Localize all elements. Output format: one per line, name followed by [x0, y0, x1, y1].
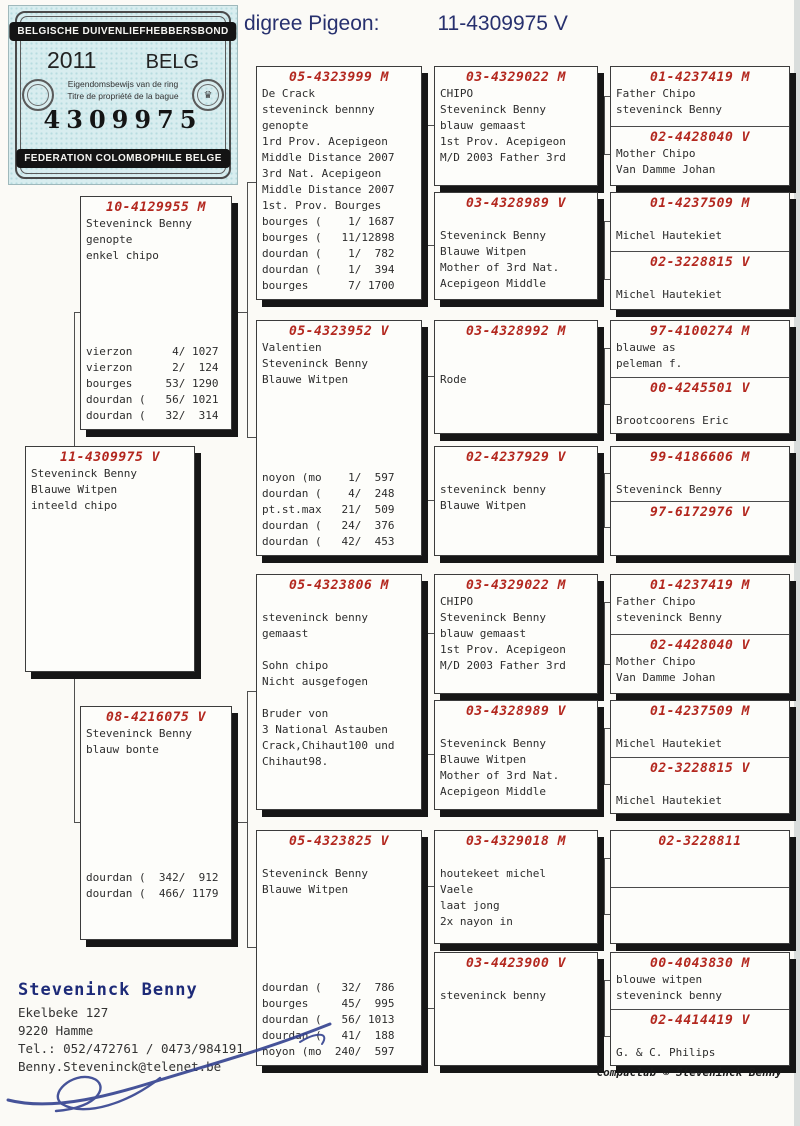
- text-line: [611, 397, 789, 413]
- box-info: [81, 726, 231, 758]
- subject-ring-number: 11-4309975 V: [437, 12, 568, 35]
- pedigree-box-gg-grandparents: [610, 830, 790, 944]
- text-line: bourges 53/ 1290: [86, 377, 219, 390]
- stamp-year-row: [47, 47, 199, 74]
- ring-number: 99-4186606 M: [650, 450, 750, 465]
- pedigree-connector-line: [604, 728, 605, 784]
- text-line: 2x nayon in: [440, 915, 513, 928]
- pedigree-connector-line: [427, 886, 434, 887]
- text-line: Father Chipo: [616, 87, 696, 100]
- box-info: [435, 972, 597, 1004]
- ring-number: 01-4237419 M: [650, 578, 750, 593]
- text-line: Vaele: [440, 883, 474, 896]
- text-line: Sohn chipo: [262, 659, 329, 672]
- text-line: [611, 1029, 789, 1045]
- text-line: M/D 2003 Father 3rd: [440, 151, 566, 164]
- text-line: dourdan ( 466/ 1179: [86, 887, 219, 900]
- text-line: Middle Distance 2007: [262, 151, 395, 164]
- text-line: Blauwe Witpen: [440, 499, 527, 512]
- text-line: genopte: [262, 119, 309, 132]
- ring-number: 03-4328992 M: [466, 324, 566, 339]
- stamp-ownership-line-fr: Titre de propriété de la bague: [67, 91, 179, 101]
- box-info: [257, 594, 421, 770]
- box-info: [611, 654, 789, 686]
- pedigree-connector-line: [604, 858, 605, 914]
- pedigree-connector-line: [427, 754, 434, 755]
- text-line: dourdan ( 56/ 1021: [86, 393, 219, 406]
- text-line: Acepigeon Middle: [440, 277, 546, 290]
- ring-number: 02-4428040 V: [650, 129, 750, 145]
- text-line: [257, 642, 421, 658]
- box-info: [611, 972, 789, 1004]
- text-line: Blauwe Witpen: [440, 245, 527, 258]
- text-line: blauw bonte: [86, 743, 159, 756]
- text-line: Steveninck Benny: [616, 483, 722, 496]
- text-line: [257, 690, 421, 706]
- pedigree-box-subject: [25, 446, 195, 672]
- box-info: [611, 777, 789, 809]
- box-results: [81, 870, 231, 934]
- text-line: enkel chipo: [86, 249, 159, 262]
- text-line: Michel Hautekiet: [616, 793, 722, 807]
- text-line: Valentien: [262, 341, 322, 354]
- text-line: Acepigeon Middle: [440, 785, 546, 798]
- text-line: Mother Chipo: [616, 654, 696, 668]
- text-line: Chihaut98.: [262, 755, 329, 768]
- pedigree-connector-line: [427, 376, 428, 500]
- pedigree-box-gg-grandparents: [610, 192, 790, 310]
- pedigree-box-gg-grandparents: [610, 952, 790, 1066]
- ring-number: 00-4043830 M: [650, 956, 750, 971]
- ring-number: 03-4329022 M: [466, 70, 566, 85]
- pedigree-box-great-grandparent: [434, 320, 598, 434]
- box-section: [611, 575, 789, 634]
- pedigree-box-father: [80, 196, 232, 430]
- text-line: [611, 777, 789, 793]
- text-line: De Crack: [262, 87, 315, 100]
- text-line: Steveninck Benny: [440, 229, 546, 242]
- text-line: laat jong: [440, 899, 500, 912]
- pedigree-connector-line: [427, 125, 428, 245]
- text-line: blauw gemaast: [440, 119, 527, 132]
- text-line: 1st Prov. Acepigeon: [440, 135, 566, 148]
- box-section: [611, 953, 789, 1009]
- pedigree-connector-line: [604, 602, 605, 664]
- pedigree-connector-line: [230, 822, 247, 823]
- stamp-year: 2011: [47, 47, 97, 73]
- pedigree-box-gg-grandparents: [610, 320, 790, 434]
- text-line: [611, 720, 789, 736]
- box-section: [611, 447, 789, 501]
- pedigree-connector-line: [230, 312, 247, 313]
- stamp-ring-number: 4309975: [43, 105, 203, 134]
- box-section: [611, 701, 789, 757]
- ring-number: 97-6172976 V: [650, 504, 750, 520]
- text-line: Blauwe Witpen: [31, 483, 118, 496]
- stamp-ownership-line-nl: Eigendomsbewijs van de ring: [67, 79, 179, 89]
- pedigree-box-great-grandparent: [434, 192, 598, 300]
- box-info: [435, 86, 597, 166]
- box-section: [611, 887, 789, 944]
- box-info: [435, 212, 597, 292]
- box-info: [611, 466, 789, 498]
- box-results: [257, 214, 421, 294]
- box-section: [611, 831, 789, 887]
- text-line: bourges ( 11/12898: [262, 231, 395, 244]
- box-info: [435, 594, 597, 674]
- text-line: bourges ( 1/ 1687: [262, 215, 395, 228]
- box-info: [26, 466, 194, 514]
- box-section: [611, 126, 789, 186]
- text-line: steveninck Benny: [616, 103, 722, 116]
- stamp-top-banner: BELGISCHE DUIVENLIEFHEBBERSBOND: [9, 22, 236, 41]
- belgian-federation-stamp: [8, 5, 238, 185]
- pedigree-connector-line: [427, 633, 434, 634]
- pedigree-connector-line: [427, 245, 434, 246]
- ring-number: 02-4414419 V: [650, 1012, 750, 1028]
- ring-number: 02-3228811: [658, 834, 742, 849]
- text-line: Bruder von: [262, 707, 329, 720]
- box-section: [611, 251, 789, 310]
- ring-number: [611, 888, 789, 892]
- box-info: [257, 340, 421, 388]
- text-line: G. & C. Philips: [616, 1045, 716, 1059]
- text-line: steveninck benny: [440, 483, 546, 496]
- ring-number: 02-3228815 V: [650, 760, 750, 776]
- ring-number: 05-4323806 M: [289, 578, 389, 593]
- text-line: [435, 340, 597, 356]
- pedigree-connector-line: [604, 96, 605, 154]
- text-line: 1st Prov. Acepigeon: [440, 643, 566, 656]
- pedigree-connector-line: [247, 437, 256, 438]
- pedigree-connector-line: [247, 691, 248, 947]
- ring-number: 02-3228815 V: [650, 254, 750, 270]
- text-line: [435, 850, 597, 866]
- pedigree-box-great-grandparent: [434, 700, 598, 810]
- box-section: [611, 321, 789, 377]
- owner-name: Steveninck Benny: [18, 980, 198, 1000]
- page-title-text: digree Pigeon:: [244, 12, 380, 35]
- ring-number: 10-4129955 M: [106, 200, 206, 215]
- stamp-country: BELG: [145, 51, 199, 73]
- text-line: pt.st.max 21/ 509: [262, 503, 395, 516]
- ring-number: 01-4237509 M: [650, 196, 750, 211]
- box-info: [435, 850, 597, 930]
- pedigree-box-great-grandparent: [434, 66, 598, 186]
- crown-icon: ♛: [192, 79, 224, 111]
- handwritten-signature: [0, 1012, 345, 1117]
- text-line: Michel Hautekiet: [616, 287, 722, 301]
- text-line: [435, 212, 597, 228]
- text-line: [435, 720, 597, 736]
- ring-number: 11-4309975 V: [60, 450, 160, 465]
- pedigree-connector-line: [247, 182, 256, 183]
- ring-number: 97-4100274 M: [650, 324, 750, 339]
- text-line: dourdan ( 342/ 912: [86, 871, 219, 884]
- box-info: [611, 146, 789, 178]
- pedigree-connector-line: [427, 886, 428, 1008]
- text-line: [257, 594, 421, 610]
- ring-number: 02-4237929 V: [466, 450, 566, 465]
- text-line: [611, 271, 789, 287]
- box-info: [257, 86, 421, 214]
- box-section: [611, 501, 789, 556]
- pedigree-box-great-grandparent: [434, 446, 598, 556]
- box-results: [257, 470, 421, 550]
- pedigree-connector-line: [604, 348, 605, 404]
- text-line: M/D 2003 Father 3rd: [440, 659, 566, 672]
- text-line: Middle Distance 2007: [262, 183, 395, 196]
- ring-number: 03-4329022 M: [466, 578, 566, 593]
- text-line: [435, 972, 597, 988]
- text-line: genopte: [86, 233, 133, 246]
- page-title: [244, 12, 568, 36]
- pedigree-connector-line: [427, 376, 434, 377]
- text-line: dourdan ( 1/ 394: [262, 263, 395, 276]
- box-info: [81, 216, 231, 264]
- text-line: steveninck benny: [616, 989, 722, 1002]
- ring-number: 00-4245501 V: [650, 380, 750, 396]
- text-line: blouwe witpen: [616, 973, 703, 986]
- text-line: Mother Chipo: [616, 146, 696, 160]
- ring-number: 05-4323825 V: [289, 834, 389, 849]
- text-line: steveninck benny: [262, 611, 368, 624]
- text-line: Steveninck Benny: [262, 357, 368, 370]
- box-info: [611, 397, 789, 429]
- box-section: [611, 193, 789, 251]
- text-line: vierzon 2/ 124: [86, 361, 219, 374]
- pedigree-box-great-grandparent: [434, 952, 598, 1066]
- owner-street: Ekelbeke 127: [18, 1005, 109, 1020]
- ring-number: 05-4323952 V: [289, 324, 389, 339]
- box-info: [611, 720, 789, 752]
- pedigree-connector-line: [604, 980, 605, 1036]
- pedigree-connector-line: [604, 473, 605, 527]
- pedigree-box-great-grandparent: [434, 574, 598, 694]
- text-line: dourdan ( 32/ 314: [86, 409, 219, 422]
- text-line: noyon (mo 240/ 597: [262, 1045, 395, 1058]
- text-line: Brootcoorens Eric: [616, 413, 729, 427]
- ring-number: 03-4328989 V: [466, 704, 566, 719]
- text-line: Steveninck Benny: [440, 103, 546, 116]
- box-section: [611, 757, 789, 814]
- box-section: [611, 634, 789, 694]
- text-line: Blauwe Witpen: [440, 753, 527, 766]
- text-line: CHIPO: [440, 87, 474, 100]
- box-info: [611, 594, 789, 626]
- text-line: gemaast: [262, 627, 309, 640]
- ring-number: 08-4216075 V: [106, 710, 206, 725]
- box-info: [611, 86, 789, 118]
- rosette-icon: [22, 79, 54, 111]
- text-line: Blauwe Witpen: [262, 373, 349, 386]
- ring-number: 02-4428040 V: [650, 637, 750, 653]
- box-info: [257, 850, 421, 898]
- text-line: peleman f.: [616, 357, 683, 370]
- pedigree-box-gg-grandparents: [610, 574, 790, 694]
- box-info: [435, 340, 597, 388]
- text-line: [435, 466, 597, 482]
- pedigree-box-grandparent: [256, 66, 422, 300]
- text-line: Mother of 3rd Nat.: [440, 769, 560, 782]
- text-line: dourdan ( 32/ 786: [262, 981, 395, 994]
- text-line: [435, 356, 597, 372]
- owner-city: 9220 Hamme: [18, 1023, 94, 1038]
- box-info: [611, 340, 789, 372]
- pedigree-box-grandparent: [256, 574, 422, 810]
- ring-number: 05-4323999 M: [289, 70, 389, 85]
- text-line: dourdan ( 41/ 188: [262, 1029, 395, 1042]
- text-line: steveninck bennny: [262, 103, 375, 116]
- pedigree-connector-line: [427, 1008, 434, 1009]
- text-line: noyon (mo 1/ 597: [262, 471, 395, 484]
- text-line: [611, 466, 789, 482]
- text-line: dourdan ( 1/ 782: [262, 247, 395, 260]
- text-line: Michel Hautekiet: [616, 229, 722, 242]
- pedigree-connector-line: [427, 500, 434, 501]
- pedigree-connector-line: [427, 125, 434, 126]
- text-line: Steveninck Benny: [86, 217, 192, 230]
- text-line: Steveninck Benny: [86, 727, 192, 740]
- text-line: Steveninck Benny: [31, 467, 137, 480]
- text-line: dourdan ( 4/ 248: [262, 487, 395, 500]
- text-line: [81, 918, 231, 934]
- box-info: [611, 212, 789, 244]
- pedigree-connector-line: [427, 633, 428, 754]
- pedigree-connector-line: [604, 221, 605, 279]
- text-line: Rode: [440, 373, 467, 386]
- text-line: Crack,Chihaut100 und: [262, 739, 395, 752]
- text-line: inteeld chipo: [31, 499, 118, 512]
- text-line: blauw gemaast: [440, 627, 527, 640]
- text-line: houtekeet michel: [440, 867, 546, 880]
- text-line: Van Damme Johan: [616, 670, 716, 684]
- text-line: 3 National Astauben: [262, 723, 388, 736]
- box-info: [435, 466, 597, 514]
- text-line: dourdan ( 56/ 1013: [262, 1013, 395, 1026]
- pedigree-connector-line: [247, 691, 256, 692]
- box-info: [435, 720, 597, 800]
- text-line: steveninck Benny: [616, 611, 722, 624]
- text-line: bourges 7/ 1700: [262, 279, 395, 292]
- pedigree-box-gg-grandparents: [610, 66, 790, 186]
- pedigree-box-gg-grandparents: [610, 700, 790, 814]
- text-line: bourges 45/ 995: [262, 997, 395, 1010]
- text-line: Michel Hautekiet: [616, 737, 722, 750]
- ring-number: 03-4329018 M: [466, 834, 566, 849]
- text-line: dourdan ( 42/ 453: [262, 535, 395, 548]
- box-info: [611, 1029, 789, 1061]
- text-line: vierzon 4/ 1027: [86, 345, 219, 358]
- text-line: Father Chipo: [616, 595, 696, 608]
- stamp-bottom-banner: FEDERATION COLOMBOPHILE BELGE: [16, 149, 230, 168]
- text-line: [611, 212, 789, 228]
- stamp-frame: [15, 11, 231, 179]
- text-line: steveninck benny: [440, 989, 546, 1002]
- text-line: CHIPO: [440, 595, 474, 608]
- text-line: blauwe as: [616, 341, 676, 354]
- text-line: [81, 902, 231, 918]
- text-line: Steveninck Benny: [262, 867, 368, 880]
- text-line: 1rd Prov. Acepigeon: [262, 135, 388, 148]
- text-line: 1st. Prov. Bourges: [262, 199, 382, 212]
- pedigree-connector-line: [247, 947, 256, 948]
- box-info: [611, 271, 789, 303]
- pedigree-connector-line: [247, 182, 248, 437]
- compuclub-credit: Compuclub © Steveninck Benny: [596, 1066, 782, 1079]
- text-line: Blauwe Witpen: [262, 883, 349, 896]
- text-line: 3rd Nat. Acepigeon: [262, 167, 382, 180]
- text-line: dourdan ( 24/ 376: [262, 519, 395, 532]
- text-line: [257, 850, 421, 866]
- ring-number: 03-4423900 V: [466, 956, 566, 971]
- text-line: Van Damme Johan: [616, 162, 716, 176]
- owner-phone: Tel.: 052/472761 / 0473/984191: [18, 1041, 244, 1056]
- ring-number: 03-4328989 V: [466, 196, 566, 211]
- text-line: Steveninck Benny: [440, 737, 546, 750]
- text-line: Mother of 3rd Nat.: [440, 261, 560, 274]
- box-section: [611, 1009, 789, 1066]
- pedigree-box-gg-grandparents: [610, 446, 790, 556]
- box-results: [81, 344, 231, 424]
- owner-email: Benny.Steveninck@telenet.be: [18, 1059, 222, 1074]
- box-section: [611, 67, 789, 126]
- text-line: Nicht ausgefogen: [262, 675, 368, 688]
- pedigree-box-mother: [80, 706, 232, 940]
- pedigree-box-grandparent: [256, 320, 422, 556]
- ring-number: 01-4237419 M: [650, 70, 750, 85]
- ring-number: 01-4237509 M: [650, 704, 750, 719]
- text-line: Steveninck Benny: [440, 611, 546, 624]
- pedigree-box-great-grandparent: [434, 830, 598, 944]
- box-section: [611, 377, 789, 434]
